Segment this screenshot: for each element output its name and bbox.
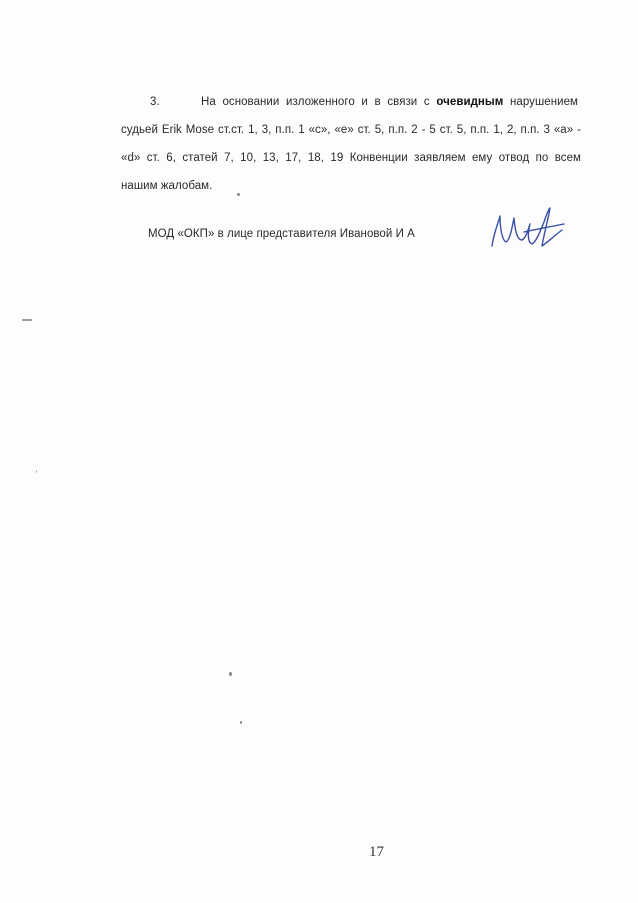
- signatory-line: МОД «ОКП» в лице представителя Ивановой И А: [148, 228, 415, 240]
- paragraph-line-3: «d» ст. 6, статей 7, 10, 13, 17, 18, 19 Конвенции заявляем ему отвод по всем: [121, 152, 581, 164]
- paragraph-number: 3.: [150, 96, 160, 108]
- page-number: 17: [369, 844, 384, 860]
- paragraph-line-1-end: нарушением: [503, 96, 578, 108]
- paragraph-line-1-start: На основании изложенного и в связи с: [201, 96, 437, 108]
- scan-speck: [237, 193, 240, 196]
- scan-speck: [36, 470, 37, 473]
- handwritten-signature: [484, 202, 570, 260]
- scan-speck: [240, 721, 242, 724]
- paragraph-line-1-bold: очевидным: [436, 96, 504, 108]
- paragraph-line-4: нашим жалобам.: [121, 180, 213, 192]
- scan-speck: [229, 672, 232, 676]
- paragraph-line-2: судьей Erik Mose ст.ст. 1, 3, п.п. 1 «с», «е» ст. 5, п.п. 2 - 5 ст. 5, п.п. 1, 2, п.п. 3 «а» -: [121, 124, 581, 136]
- paragraph-line-1: [201, 96, 578, 108]
- scan-speck: [22, 319, 32, 321]
